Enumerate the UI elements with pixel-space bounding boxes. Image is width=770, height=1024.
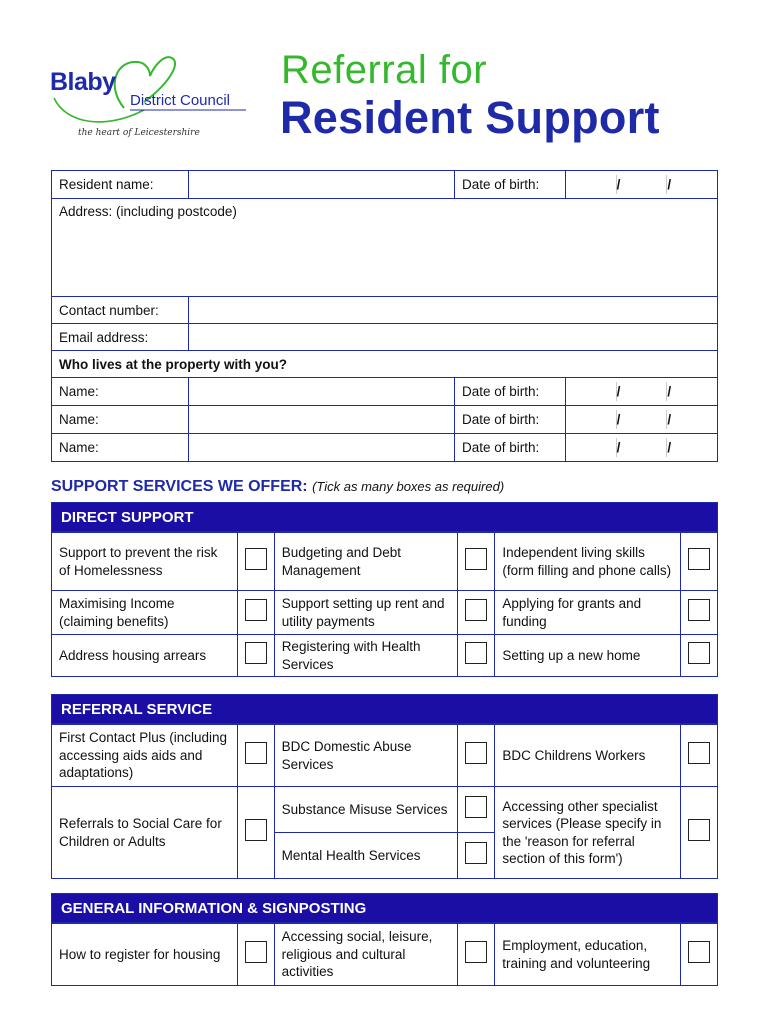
occupant-name-label: Name: [52, 434, 189, 462]
service-label: Support setting up rent and utility payments [274, 591, 458, 635]
logo-tagline: the heart of Leicestershire [78, 128, 200, 138]
dob-sep-2: / [666, 382, 717, 401]
occupant-dob-label: Date of birth: [455, 406, 566, 434]
service-label: Setting up a new home [495, 635, 681, 677]
service-checkbox[interactable] [245, 548, 267, 570]
service-checkbox[interactable] [465, 796, 487, 818]
who-lives-label: Who lives at the property with you? [52, 351, 718, 378]
occupant-dob-field[interactable] [566, 406, 718, 434]
service-checkbox[interactable] [688, 642, 710, 664]
occupant-dob-label: Date of birth: [455, 378, 566, 406]
occupant-name-label: Name: [52, 406, 189, 434]
service-label: First Contact Plus (including accessing aids aids and adaptations) [52, 725, 238, 787]
logo-brand: Blaby [50, 68, 116, 96]
service-checkbox[interactable] [465, 842, 487, 864]
referral-service-title: REFERRAL SERVICE [51, 694, 718, 724]
service-checkbox[interactable] [688, 599, 710, 621]
blaby-logo [46, 46, 261, 146]
occupant-name-field[interactable] [189, 406, 455, 434]
service-checkbox[interactable] [465, 642, 487, 664]
contact-number-label: Contact number: [52, 297, 189, 324]
dob-sep-2: / [666, 175, 717, 194]
service-checkbox[interactable] [245, 819, 267, 841]
services-heading-title: SUPPORT SERVICES WE OFFER: [51, 478, 308, 495]
occupant-dob-label: Date of birth: [455, 434, 566, 462]
service-label: Independent living skills (form filling and phone calls) [495, 533, 681, 591]
address-label: Address: (including postcode) [59, 204, 237, 219]
referral-service-table [51, 724, 718, 879]
title-line1: Referral for [281, 48, 488, 92]
service-label: How to register for housing [52, 924, 238, 986]
service-checkbox[interactable] [465, 742, 487, 764]
dob-sep-2: / [666, 438, 717, 457]
dob-sep-1: / [616, 382, 667, 401]
service-checkbox[interactable] [245, 642, 267, 664]
general-info-section [51, 893, 718, 986]
service-label: Applying for grants and funding [495, 591, 681, 635]
dob-field[interactable] [566, 171, 718, 199]
direct-support-table [51, 532, 718, 677]
service-label: BDC Childrens Workers [495, 725, 681, 787]
service-label: Referrals to Social Care for Children or Adults [52, 787, 238, 879]
dob-sep-1: / [616, 175, 667, 194]
logo-council: District Council [130, 92, 231, 109]
general-info-title: GENERAL INFORMATION & SIGNPOSTING [51, 893, 718, 923]
service-label: Accessing social, leisure, religious and cultural activities [274, 924, 458, 986]
service-label: Mental Health Services [274, 833, 458, 879]
service-label: Support to prevent the risk of Homelessness [52, 533, 238, 591]
dob-sep-2: / [666, 410, 717, 429]
service-label: Address housing arrears [52, 635, 238, 677]
general-info-table [51, 923, 718, 986]
services-heading [51, 478, 504, 496]
occupant-name-label: Name: [52, 378, 189, 406]
service-label: Substance Misuse Services [274, 787, 458, 833]
service-label: Budgeting and Debt Management [274, 533, 458, 591]
email-field[interactable] [189, 324, 718, 351]
services-instruction: (Tick as many boxes as required) [312, 479, 505, 494]
occupant-name-field[interactable] [189, 434, 455, 462]
address-field[interactable] [52, 199, 718, 297]
service-checkbox[interactable] [245, 941, 267, 963]
resident-name-field[interactable] [189, 171, 455, 199]
resident-name-label: Resident name: [52, 171, 189, 199]
service-label: Accessing other specialist services (Please specify in the 'reason for referral section of this form') [495, 787, 681, 879]
service-label: Employment, education, training and volunteering [495, 924, 681, 986]
service-checkbox[interactable] [465, 599, 487, 621]
dob-label: Date of birth: [455, 171, 566, 199]
service-checkbox[interactable] [465, 548, 487, 570]
service-checkbox[interactable] [245, 599, 267, 621]
service-label: Maximising Income (claiming benefits) [52, 591, 238, 635]
service-label: BDC Domestic Abuse Services [274, 725, 458, 787]
service-checkbox[interactable] [688, 548, 710, 570]
direct-support-title: DIRECT SUPPORT [51, 502, 718, 532]
email-label: Email address: [52, 324, 189, 351]
title-line2: Resident Support [280, 92, 660, 143]
service-checkbox[interactable] [245, 742, 267, 764]
service-label: Registering with Health Services [274, 635, 458, 677]
contact-number-field[interactable] [189, 297, 718, 324]
referral-service-section [51, 694, 718, 879]
service-checkbox[interactable] [465, 941, 487, 963]
service-checkbox[interactable] [688, 941, 710, 963]
service-checkbox[interactable] [688, 742, 710, 764]
service-checkbox[interactable] [688, 819, 710, 841]
dob-sep-1: / [616, 410, 667, 429]
occupant-dob-field[interactable] [566, 434, 718, 462]
resident-details-table [51, 170, 718, 462]
direct-support-section [51, 502, 718, 677]
dob-sep-1: / [616, 438, 667, 457]
occupant-name-field[interactable] [189, 378, 455, 406]
occupant-dob-field[interactable] [566, 378, 718, 406]
